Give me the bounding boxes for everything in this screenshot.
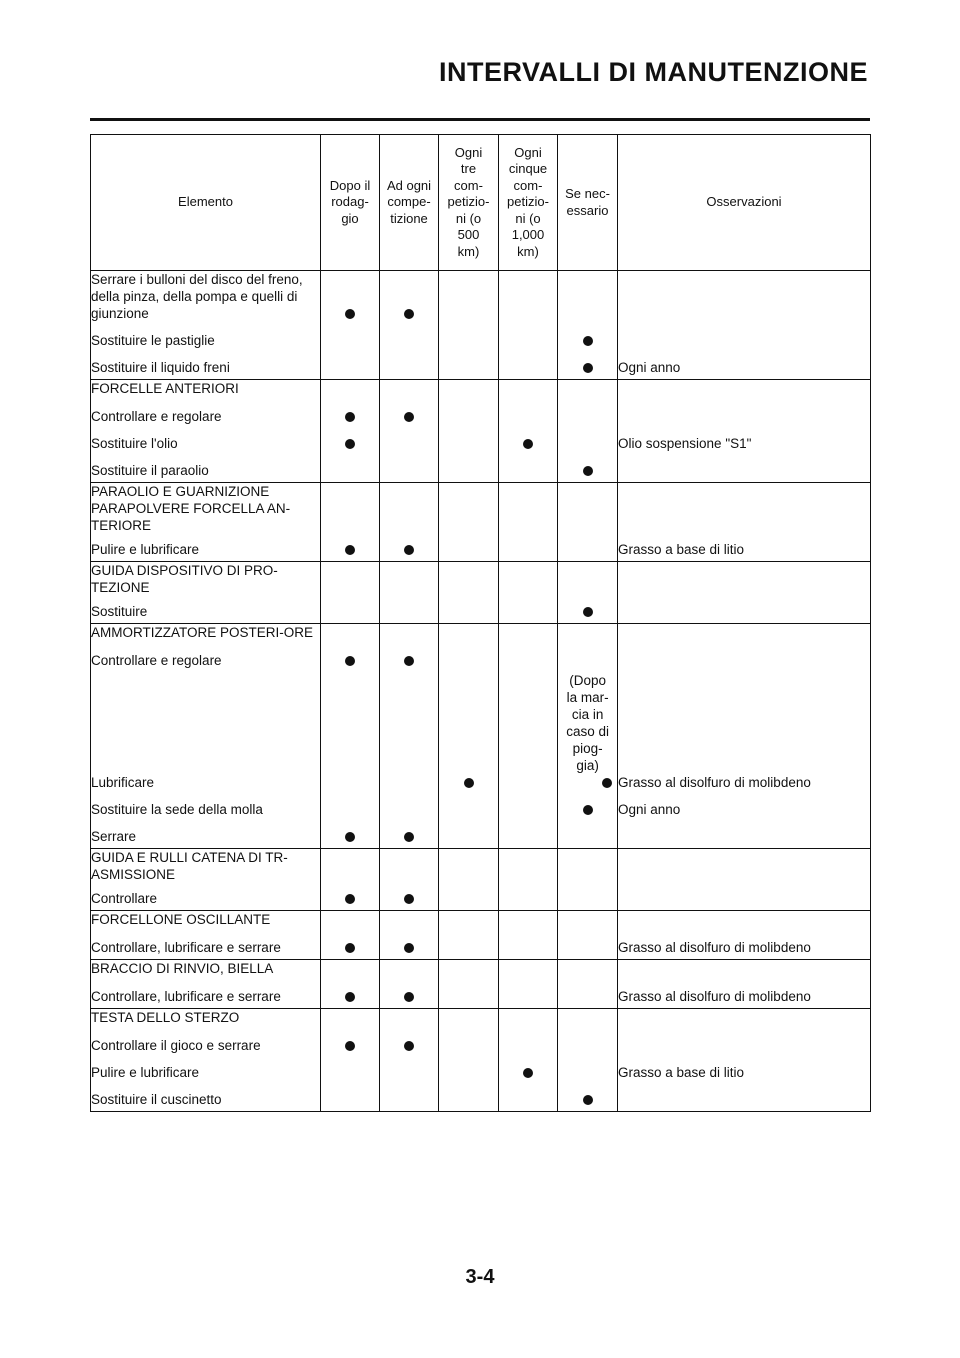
group-heading-row — [91, 911, 871, 933]
interval-cell — [499, 645, 558, 672]
item-remark — [618, 271, 871, 326]
bullet-mark-icon — [404, 412, 414, 422]
interval-note: (Dopo la mar- cia in caso di piog- gia) — [566, 673, 609, 773]
item-label: Controllare — [91, 883, 321, 911]
empty-cell — [439, 1009, 499, 1031]
bullet-mark-icon — [583, 363, 593, 373]
bullet-mark-icon — [583, 336, 593, 346]
empty-cell — [439, 380, 499, 402]
empty-cell — [618, 483, 871, 535]
interval-cell — [439, 1057, 499, 1084]
table-row — [91, 1057, 871, 1084]
interval-cell — [558, 645, 618, 672]
page-title: INTERVALLI DI MANUTENZIONE — [439, 57, 868, 87]
table-header — [91, 135, 871, 271]
interval-cell — [499, 401, 558, 428]
bullet-mark-icon — [404, 992, 414, 1002]
interval-cell — [499, 932, 558, 960]
empty-cell — [380, 624, 439, 646]
bullet-mark-icon — [404, 943, 414, 953]
interval-cell — [439, 794, 499, 821]
empty-cell — [558, 562, 618, 597]
table-group — [91, 960, 871, 1009]
interval-cell — [439, 645, 499, 672]
interval-cell — [499, 534, 558, 562]
table-row — [91, 428, 871, 455]
empty-cell — [558, 380, 618, 402]
page-number: 3-4 — [465, 1266, 495, 1288]
interval-cell — [439, 883, 499, 911]
interval-cell — [439, 981, 499, 1009]
interval-cell — [439, 932, 499, 960]
item-remark: Grasso al disolfuro di molibdeno — [618, 672, 871, 794]
group-heading: TESTA DELLO STERZO — [91, 1009, 321, 1031]
item-remark — [618, 325, 871, 352]
interval-cell — [499, 1030, 558, 1057]
empty-cell — [321, 911, 380, 933]
interval-cell — [558, 401, 618, 428]
empty-cell — [558, 483, 618, 535]
interval-cell — [321, 1057, 380, 1084]
empty-cell — [321, 380, 380, 402]
interval-cell — [558, 883, 618, 911]
bullet-mark-icon — [345, 545, 355, 555]
item-remark: Ogni anno — [618, 794, 871, 821]
empty-cell — [499, 562, 558, 597]
empty-cell — [499, 624, 558, 646]
interval-cell — [439, 672, 499, 794]
bullet-mark-icon — [345, 656, 355, 666]
interval-cell — [499, 325, 558, 352]
item-label: Controllare e regolare — [91, 401, 321, 428]
interval-cell — [321, 271, 380, 326]
interval-cell — [439, 455, 499, 483]
table-row — [91, 645, 871, 672]
interval-cell — [321, 401, 380, 428]
interval-cell — [321, 1084, 380, 1112]
item-remark — [618, 883, 871, 911]
table-row — [91, 534, 871, 562]
table-group — [91, 380, 871, 483]
bullet-mark-icon — [345, 832, 355, 842]
group-heading-row — [91, 849, 871, 884]
interval-cell — [499, 794, 558, 821]
table-row — [91, 932, 871, 960]
item-label: Controllare, lubrificare e serrare — [91, 981, 321, 1009]
header-every-race: Ad ogni compe- tizione — [380, 135, 439, 271]
interval-cell — [439, 352, 499, 380]
interval-cell — [558, 1030, 618, 1057]
table-group — [91, 911, 871, 960]
item-remark — [618, 1030, 871, 1057]
item-remark — [618, 455, 871, 483]
item-remark: Grasso a base di litio — [618, 534, 871, 562]
table-group — [91, 271, 871, 380]
interval-cell — [499, 596, 558, 624]
empty-cell — [558, 849, 618, 884]
bullet-mark-icon — [345, 412, 355, 422]
bullet-mark-icon — [404, 545, 414, 555]
interval-cell — [439, 1030, 499, 1057]
item-label: Serrare — [91, 821, 321, 849]
empty-cell — [439, 483, 499, 535]
table-row — [91, 352, 871, 380]
item-label: Sostituire — [91, 596, 321, 624]
empty-cell — [558, 960, 618, 982]
interval-cell — [380, 883, 439, 911]
interval-cell — [499, 428, 558, 455]
interval-cell — [380, 672, 439, 794]
bullet-mark-icon — [345, 894, 355, 904]
interval-cell — [380, 352, 439, 380]
item-label: Lubrificare — [91, 672, 321, 794]
table-row — [91, 821, 871, 849]
item-label: Sostituire la sede della molla — [91, 794, 321, 821]
header-element: Elemento — [91, 135, 321, 271]
interval-cell — [321, 883, 380, 911]
empty-cell — [439, 960, 499, 982]
item-label: Sostituire il cuscinetto — [91, 1084, 321, 1112]
interval-cell — [439, 1084, 499, 1112]
table-row — [91, 401, 871, 428]
table-row — [91, 981, 871, 1009]
table-row — [91, 883, 871, 911]
bullet-mark-icon — [404, 309, 414, 319]
group-heading: FORCELLE ANTERIORI — [91, 380, 321, 402]
interval-cell — [499, 1084, 558, 1112]
empty-cell — [380, 960, 439, 982]
item-label: Sostituire l'olio — [91, 428, 321, 455]
interval-cell — [558, 932, 618, 960]
interval-cell — [380, 981, 439, 1009]
interval-cell — [321, 534, 380, 562]
empty-cell — [380, 911, 439, 933]
bullet-mark-icon — [345, 992, 355, 1002]
interval-cell — [380, 534, 439, 562]
bullet-mark-icon — [345, 943, 355, 953]
interval-cell — [558, 596, 618, 624]
interval-cell — [499, 981, 558, 1009]
item-remark: Olio sospensione "S1" — [618, 428, 871, 455]
bullet-mark-icon — [583, 1095, 593, 1105]
bullet-mark-icon — [464, 778, 474, 788]
interval-cell — [321, 672, 380, 794]
empty-cell — [618, 911, 871, 933]
table-group — [91, 849, 871, 911]
interval-cell — [380, 596, 439, 624]
empty-cell — [558, 911, 618, 933]
empty-cell — [618, 562, 871, 597]
interval-cell — [321, 325, 380, 352]
interval-cell — [321, 1030, 380, 1057]
interval-cell — [499, 455, 558, 483]
empty-cell — [321, 562, 380, 597]
empty-cell — [321, 960, 380, 982]
group-heading: FORCELLONE OSCILLANTE — [91, 911, 321, 933]
item-remark — [618, 1084, 871, 1112]
table-group — [91, 483, 871, 562]
empty-cell — [380, 483, 439, 535]
table-group — [91, 1009, 871, 1112]
interval-cell — [558, 455, 618, 483]
interval-cell — [439, 271, 499, 326]
bullet-mark-icon — [345, 309, 355, 319]
header-every-three-races: Ogni tre com- petizio- ni (o 500 km) — [439, 135, 499, 271]
group-heading-row — [91, 960, 871, 982]
interval-cell — [321, 428, 380, 455]
table-row — [91, 596, 871, 624]
item-label: Controllare il gioco e serrare — [91, 1030, 321, 1057]
table-row — [91, 794, 871, 821]
group-heading-row — [91, 562, 871, 597]
empty-cell — [499, 960, 558, 982]
interval-cell — [321, 455, 380, 483]
empty-cell — [439, 849, 499, 884]
empty-cell — [618, 960, 871, 982]
interval-cell — [321, 794, 380, 821]
bullet-mark-icon — [523, 1068, 533, 1078]
empty-cell — [380, 849, 439, 884]
header-every-five-races: Ogni cinque com- petizio- ni (o 1,000 km) — [499, 135, 558, 271]
interval-cell — [380, 1030, 439, 1057]
interval-cell — [380, 821, 439, 849]
interval-cell — [499, 352, 558, 380]
empty-cell — [321, 849, 380, 884]
empty-cell — [380, 380, 439, 402]
table-group — [91, 562, 871, 624]
item-remark: Grasso a base di litio — [618, 1057, 871, 1084]
bullet-mark-icon — [583, 466, 593, 476]
empty-cell — [618, 849, 871, 884]
group-heading: AMMORTIZZATORE POSTERI-ORE — [91, 624, 321, 646]
interval-cell — [380, 325, 439, 352]
empty-cell — [321, 624, 380, 646]
interval-cell — [439, 401, 499, 428]
interval-cell — [558, 325, 618, 352]
interval-cell — [380, 794, 439, 821]
title-rule — [90, 118, 870, 121]
interval-cell — [439, 325, 499, 352]
interval-cell — [439, 534, 499, 562]
interval-cell — [558, 428, 618, 455]
header-as-needed: Se nec- essario — [558, 135, 618, 271]
empty-cell — [439, 911, 499, 933]
interval-cell — [380, 932, 439, 960]
header-after-break-in: Dopo il rodag- gio — [321, 135, 380, 271]
empty-cell — [558, 624, 618, 646]
empty-cell — [380, 562, 439, 597]
empty-cell — [618, 380, 871, 402]
empty-cell — [499, 1009, 558, 1031]
table-row — [91, 1030, 871, 1057]
group-heading: BRACCIO DI RINVIO, BIELLA — [91, 960, 321, 982]
table-row — [91, 325, 871, 352]
interval-cell — [558, 672, 618, 794]
interval-cell — [321, 352, 380, 380]
item-label: Sostituire il paraolio — [91, 455, 321, 483]
bullet-mark-icon — [583, 607, 593, 617]
bullet-mark-icon — [404, 832, 414, 842]
item-label: Serrare i bulloni del disco del freno, della pinza, della pompa e quelli di giunzione — [91, 271, 321, 326]
table-row — [91, 455, 871, 483]
interval-cell — [558, 1084, 618, 1112]
interval-cell — [558, 352, 618, 380]
group-heading: GUIDA DISPOSITIVO DI PRO-TEZIONE — [91, 562, 321, 597]
item-label: Controllare e regolare — [91, 645, 321, 672]
bullet-mark-icon — [523, 439, 533, 449]
item-label: Sostituire il liquido freni — [91, 352, 321, 380]
interval-cell — [321, 981, 380, 1009]
interval-cell — [439, 821, 499, 849]
empty-cell — [499, 380, 558, 402]
interval-cell — [380, 271, 439, 326]
item-remark: Grasso al disolfuro di molibdeno — [618, 981, 871, 1009]
interval-cell — [499, 883, 558, 911]
empty-cell — [499, 849, 558, 884]
group-heading-row — [91, 483, 871, 535]
interval-cell — [499, 271, 558, 326]
item-remark — [618, 821, 871, 849]
table-row — [91, 672, 871, 794]
item-remark: Grasso al disolfuro di molibdeno — [618, 932, 871, 960]
empty-cell — [321, 483, 380, 535]
empty-cell — [439, 562, 499, 597]
table-group — [91, 624, 871, 849]
item-remark — [618, 596, 871, 624]
empty-cell — [499, 483, 558, 535]
bullet-mark-icon — [602, 778, 612, 788]
group-heading: PARAOLIO E GUARNIZIONE PARAPOLVERE FORCELLA AN-TERIORE — [91, 483, 321, 535]
interval-cell — [380, 455, 439, 483]
group-heading-row — [91, 1009, 871, 1031]
item-label: Pulire e lubrificare — [91, 1057, 321, 1084]
table-row — [91, 271, 871, 326]
interval-cell — [321, 932, 380, 960]
bullet-mark-icon — [345, 1041, 355, 1051]
interval-cell — [380, 1057, 439, 1084]
maintenance-table — [90, 134, 871, 1112]
interval-cell — [558, 1057, 618, 1084]
group-heading-row — [91, 380, 871, 402]
interval-cell — [499, 1057, 558, 1084]
interval-cell — [558, 821, 618, 849]
item-remark: Ogni anno — [618, 352, 871, 380]
item-label: Sostituire le pastiglie — [91, 325, 321, 352]
interval-cell — [380, 428, 439, 455]
empty-cell — [380, 1009, 439, 1031]
item-remark — [618, 401, 871, 428]
item-label: Pulire e lubrificare — [91, 534, 321, 562]
empty-cell — [618, 1009, 871, 1031]
interval-cell — [499, 821, 558, 849]
empty-cell — [558, 1009, 618, 1031]
item-label: Controllare, lubrificare e serrare — [91, 932, 321, 960]
bullet-mark-icon — [404, 656, 414, 666]
bullet-mark-icon — [404, 1041, 414, 1051]
header-remarks: Osservazioni — [618, 135, 871, 271]
interval-cell — [380, 645, 439, 672]
empty-cell — [499, 911, 558, 933]
interval-cell — [380, 401, 439, 428]
interval-cell — [439, 596, 499, 624]
interval-cell — [439, 428, 499, 455]
interval-cell — [321, 645, 380, 672]
interval-cell — [380, 1084, 439, 1112]
empty-cell — [618, 624, 871, 646]
interval-cell — [558, 271, 618, 326]
interval-cell — [558, 794, 618, 821]
group-heading-row — [91, 624, 871, 646]
empty-cell — [439, 624, 499, 646]
empty-cell — [321, 1009, 380, 1031]
table-row — [91, 1084, 871, 1112]
interval-cell — [321, 596, 380, 624]
bullet-mark-icon — [583, 805, 593, 815]
interval-cell — [321, 821, 380, 849]
interval-cell — [558, 534, 618, 562]
interval-cell — [499, 672, 558, 794]
bullet-mark-icon — [404, 894, 414, 904]
bullet-mark-icon — [345, 439, 355, 449]
interval-cell — [558, 981, 618, 1009]
group-heading: GUIDA E RULLI CATENA DI TR-ASMISSIONE — [91, 849, 321, 884]
item-remark — [618, 645, 871, 672]
